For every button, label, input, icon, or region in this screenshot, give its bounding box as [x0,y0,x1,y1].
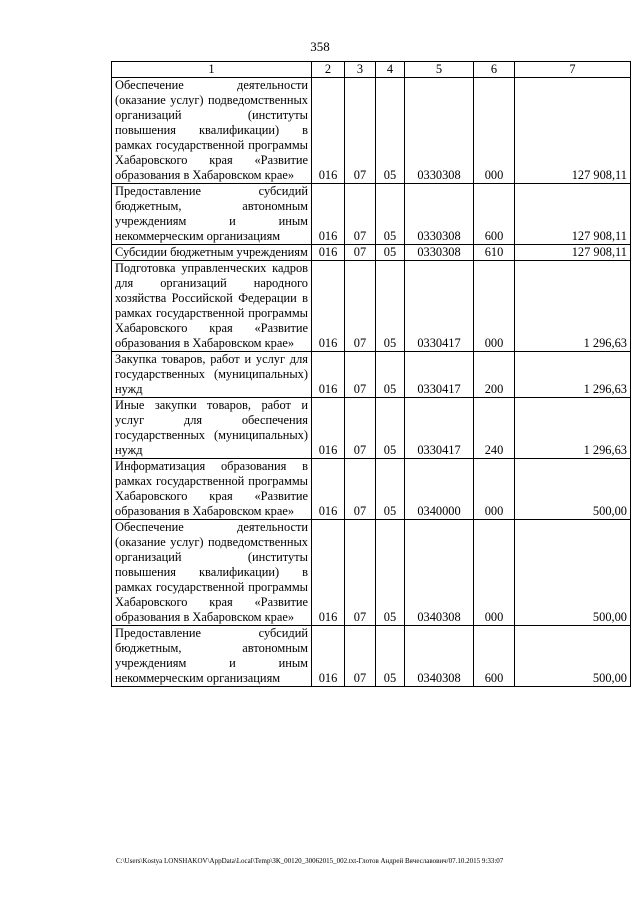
row-ministry-code: 016 [312,459,345,520]
table-row [112,352,631,398]
header-col-3: 3 [345,62,376,78]
row-expense-type: 200 [474,352,515,398]
row-expense-type: 600 [474,626,515,687]
table-row [112,626,631,687]
row-amount: 127 908,11 [515,245,631,261]
header-col-1: 1 [112,62,312,78]
row-name: Закупка товаров, работ и услуг для государственных (муниципальных) нужд [112,352,312,398]
row-amount: 1 296,63 [515,352,631,398]
row-section-code: 07 [345,78,376,184]
row-amount: 1 296,63 [515,261,631,352]
file-path-footer: C:\Users\Kostya LONSHAKOV\AppData\Local\Temp\ЗК_00120_30062015_002.txt-Глотов Андрей Вячеславович/07.10.2015 9:33:07 [116,857,504,865]
row-target-code: 0340000 [405,459,474,520]
row-amount: 127 908,11 [515,78,631,184]
table-row [112,184,631,245]
row-section-code: 07 [345,184,376,245]
row-section-code: 07 [345,245,376,261]
row-target-code: 0330308 [405,245,474,261]
row-expense-type: 240 [474,398,515,459]
header-col-4: 4 [376,62,405,78]
row-name: Обеспечение деятельности (оказание услуг) подведомственных организаций (институты повышения квалификации) в рамках государственной программы Хабаровского края «Развитие образования в Хабаровском крае» [112,520,312,626]
table-row [112,520,631,626]
row-ministry-code: 016 [312,520,345,626]
row-amount: 500,00 [515,520,631,626]
row-section-code: 07 [345,352,376,398]
table-row [112,78,631,184]
header-col-2: 2 [312,62,345,78]
row-subsection-code: 05 [376,352,405,398]
row-target-code: 0340308 [405,626,474,687]
row-expense-type: 610 [474,245,515,261]
row-ministry-code: 016 [312,245,345,261]
row-subsection-code: 05 [376,626,405,687]
row-amount: 1 296,63 [515,398,631,459]
row-target-code: 0330417 [405,261,474,352]
header-col-6: 6 [474,62,515,78]
row-name: Подготовка управленческих кадров для организаций народного хозяйства Российской Федерации в рамках государственной программы Хабаровского края «Развитие образования в Хабаровском крае» [112,261,312,352]
table-row [112,459,631,520]
row-subsection-code: 05 [376,459,405,520]
table-row [112,261,631,352]
row-expense-type: 000 [474,459,515,520]
row-subsection-code: 05 [376,78,405,184]
table-row [112,245,631,261]
row-section-code: 07 [345,261,376,352]
row-expense-type: 000 [474,520,515,626]
header-col-5: 5 [405,62,474,78]
row-section-code: 07 [345,520,376,626]
row-section-code: 07 [345,459,376,520]
row-target-code: 0330417 [405,352,474,398]
row-target-code: 0330308 [405,184,474,245]
row-ministry-code: 016 [312,78,345,184]
table-row [112,398,631,459]
row-name: Предоставление субсидий бюджетным, автономным учреждениям и иным некоммерческим организациям [112,184,312,245]
budget-table [111,61,631,687]
row-section-code: 07 [345,398,376,459]
row-name: Иные закупки товаров, работ и услуг для обеспечения государственных (муниципальных) нужд [112,398,312,459]
row-name: Обеспечение деятельности (оказание услуг) подведомственных организаций (институты повышения квалификации) в рамках государственной программы Хабаровского края «Развитие образования в Хабаровском крае» [112,78,312,184]
row-subsection-code: 05 [376,398,405,459]
row-subsection-code: 05 [376,520,405,626]
row-ministry-code: 016 [312,398,345,459]
row-section-code: 07 [345,626,376,687]
row-expense-type: 600 [474,184,515,245]
row-amount: 127 908,11 [515,184,631,245]
row-amount: 500,00 [515,626,631,687]
page-number: 358 [310,39,330,54]
header-col-7: 7 [515,62,631,78]
row-subsection-code: 05 [376,261,405,352]
row-ministry-code: 016 [312,626,345,687]
row-ministry-code: 016 [312,184,345,245]
row-subsection-code: 05 [376,245,405,261]
row-target-code: 0340308 [405,520,474,626]
table-header-row [112,62,631,78]
row-ministry-code: 016 [312,352,345,398]
row-name: Предоставление субсидий бюджетным, автономным учреждениям и иным некоммерческим организациям [112,626,312,687]
row-ministry-code: 016 [312,261,345,352]
row-target-code: 0330308 [405,78,474,184]
row-target-code: 0330417 [405,398,474,459]
row-subsection-code: 05 [376,184,405,245]
row-expense-type: 000 [474,78,515,184]
row-amount: 500,00 [515,459,631,520]
row-expense-type: 000 [474,261,515,352]
row-name: Субсидии бюджетным учреждениям [112,245,312,261]
row-name: Информатизация образования в рамках государственной программы Хабаровского края «Развитие образования в Хабаровском крае» [112,459,312,520]
